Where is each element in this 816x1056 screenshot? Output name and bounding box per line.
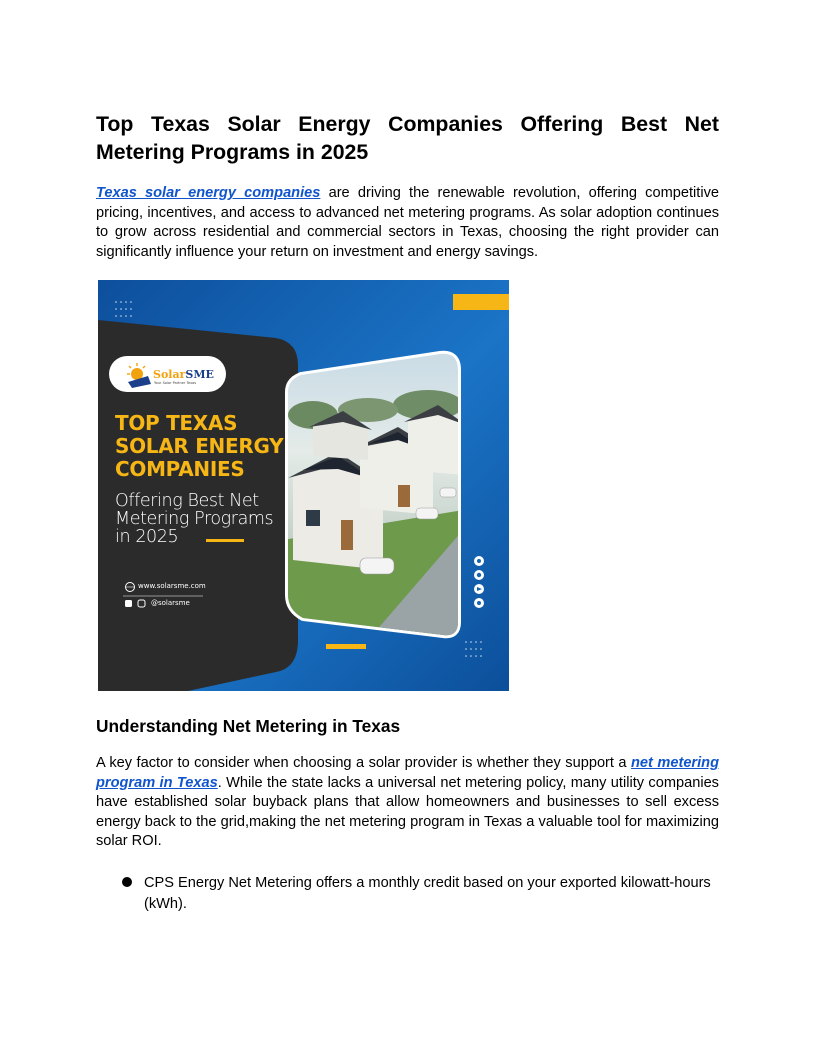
banner-headline <box>115 412 295 481</box>
section-paragraph <box>96 754 719 852</box>
logo-sme: SME <box>185 368 214 381</box>
banner-headline-line: TOP TEXAS <box>115 411 238 435</box>
logo-wordmark <box>153 368 214 381</box>
banner-subline-line: Metering Programs <box>115 509 274 529</box>
logo-tagline: Your Solar Partner Texas <box>154 381 197 385</box>
section-text-before: A key factor to consider when choosing a solar provider is whether they support a <box>96 755 632 771</box>
intro-paragraph <box>96 184 719 262</box>
page-title: Top Texas Solar Energy Companies Offering Best Net Metering Programs in 2025 <box>96 112 719 164</box>
section-text-after: . While the state lacks a universal net metering policy, many utility companies have established solar buyback plans that allow homeowners and businesses to sell excess energy back to the grid,making the net metering program in Texas a valuable tool for maximizing solar ROI. <box>96 774 719 849</box>
banner-subline-line: Offering Best Net <box>115 491 259 511</box>
banner-website: www.solarsme.com <box>138 582 206 590</box>
banner-image <box>98 280 509 691</box>
banner-subline <box>115 492 295 546</box>
list-item <box>96 873 719 915</box>
bullet-list <box>96 873 719 915</box>
section-heading: Understanding Net Metering in Texas <box>96 716 401 736</box>
banner-headline-line: COMPANIES <box>115 457 245 481</box>
banner-social-handle: @solarsme <box>151 599 190 607</box>
texas-solar-companies-link[interactable]: Texas solar energy companies <box>96 185 321 201</box>
banner-graphic <box>98 280 509 691</box>
logo-solar: Solar <box>153 368 186 381</box>
bullet-icon <box>122 877 132 887</box>
sun-panel-icon <box>124 362 152 388</box>
intro-text: are driving the renewable revolution, offering competitive pricing, incentives, and access to advanced net metering programs. As solar adoption continues to grow across residential and commercial sectors in Texas, choosing the right provider can significantly influence your return on investment and energy savings. <box>96 185 719 260</box>
list-item-text: CPS Energy Net Metering offers a monthly credit based on your exported kilowatt-hours (kWh). <box>144 875 711 912</box>
banner-headline-line: SOLAR ENERGY <box>115 434 284 458</box>
banner-subline-line: in 2025 <box>115 527 179 547</box>
net-metering-link[interactable]: net metering program in Texas <box>96 755 719 791</box>
